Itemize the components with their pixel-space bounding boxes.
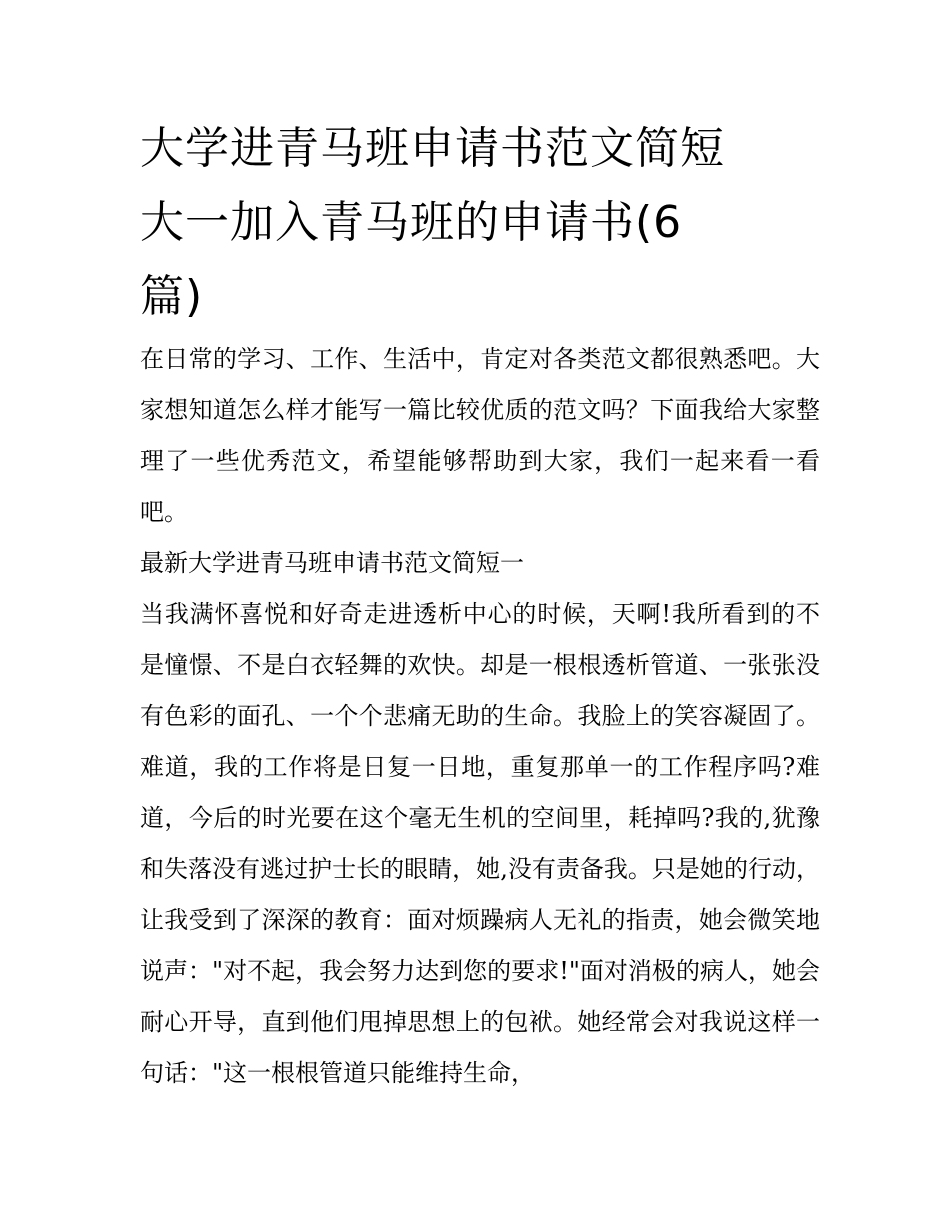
section-heading: 最新大学进青马班申请书范文简短一 xyxy=(140,549,524,577)
document-body xyxy=(140,334,820,1099)
intro-paragraph: 在日常的学习、工作、生活中，肯定对各类范文都很熟悉吧。大家想知道怎么样才能写一篇比较优质的范文吗？下面我给大家整理了一些优秀范文，希望能够帮助到大家，我们一起来看一看吧。 xyxy=(140,345,820,526)
section-paragraph: 当我满怀喜悦和好奇走进透析中心的时候，天啊!我所看到的不是憧憬、不是白衣轻舞的欢快。却是一根根透析管道、一张张没有色彩的面孔、一个个悲痛无助的生命。我脸上的笑容凝固了。难道，我的工作将是日复一日地，重复那单一的工作程序吗?难道，今后的时光要在这个毫无生机的空间里，耗掉吗?我的,犹豫和失落没有逃过护士长的眼睛，她,没有责备我。只是她的行动，让我受到了深深的教育：面对烦躁病人无礼的指责，她会微笑地说声："对不起，我会努力达到您的要求!"面对消极的病人，她会耐心开导，直到他们甩掉思想上的包袱。她经常会对我说这样一句话："这一根根管道只能维持生命， xyxy=(140,600,820,1087)
title-line-3: 篇) xyxy=(140,271,204,322)
document-content xyxy=(140,112,820,1099)
title-line-2: 大一加入青马班的申请书(6 xyxy=(140,197,683,248)
title-line-1: 大学进青马班申请书范文简短 xyxy=(140,123,725,174)
document-title xyxy=(140,112,800,334)
